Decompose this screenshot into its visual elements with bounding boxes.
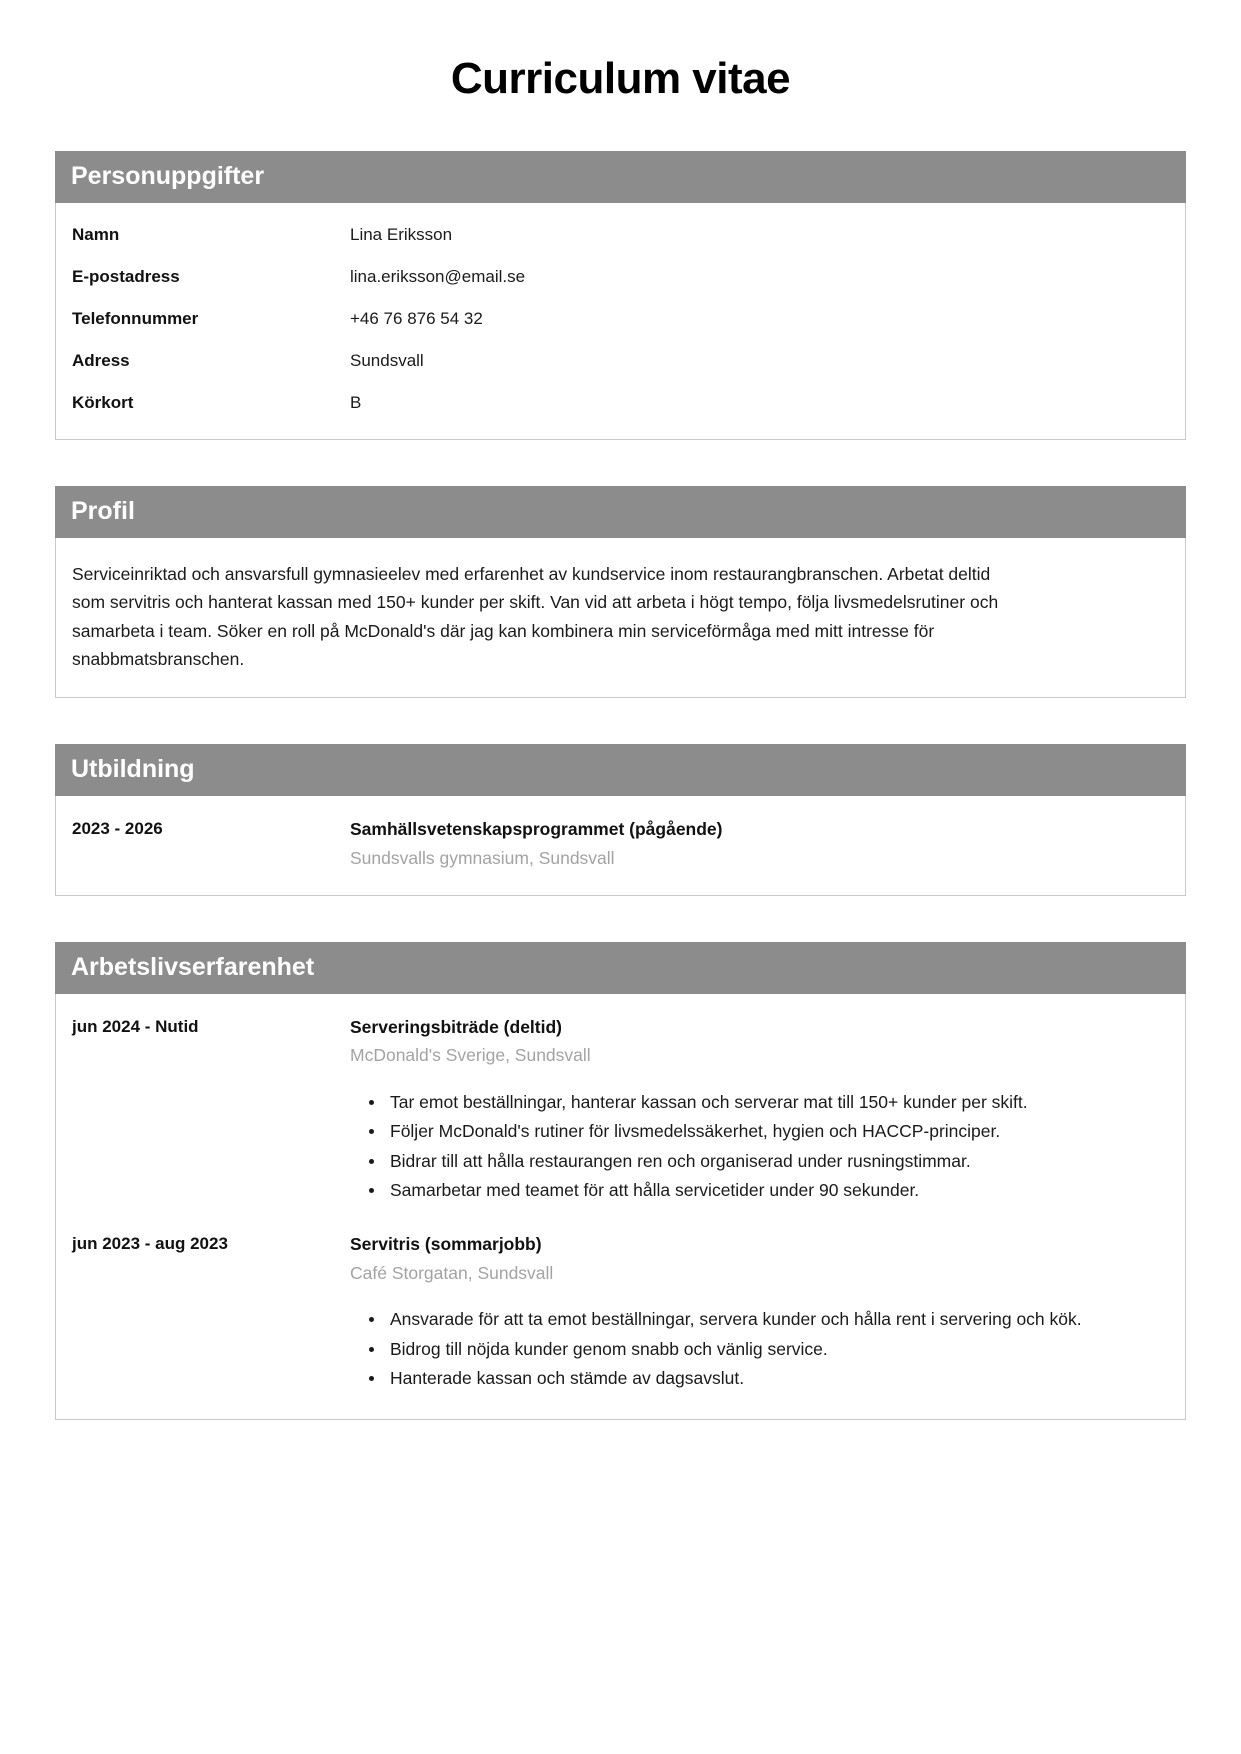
personal-detail-value: Lina Eriksson	[350, 225, 453, 245]
entry-period: 2023 - 2026	[72, 819, 163, 839]
entry-detail	[350, 1016, 1169, 1207]
section-profile	[55, 486, 1186, 698]
experience-entry-list	[72, 1016, 1169, 1395]
entry-bullet: • Bidrog till nöjda kunder genom snabb och vänlig service.	[386, 1336, 1169, 1364]
personal-detail-value: Sundsvall	[350, 351, 424, 371]
section-personal-details	[55, 151, 1186, 440]
profile-text: Serviceinriktad och ansvarsfull gymnasieelev med erfarenhet av kundservice inom restaurangbranschen. Arbetat deltid som servitris och hanterat kassan med 150+ kunder per skift. Van vid att arbeta i högt tempo, följa livsmedelsrutiner och samarbeta i team. Söker en roll på McDonald's där jag kan kombinera min serviceförmåga med mitt intresse för snabbmatsbranschen.	[72, 563, 999, 669]
entry-bullet: • Följer McDonald's rutiner för livsmedelssäkerhet, hygien och HACCP-principer.	[386, 1118, 1169, 1146]
entry-title: Serveringsbiträde (deltid)	[350, 1016, 562, 1037]
personal-detail-label: Namn	[72, 225, 120, 245]
entry-bullet-list	[350, 1306, 1169, 1393]
experience-body	[55, 994, 1186, 1420]
profile-body	[55, 538, 1186, 698]
section-education	[55, 744, 1186, 896]
personal-detail-row	[72, 393, 1169, 413]
personal-detail-value: lina.eriksson@email.se	[350, 267, 526, 287]
entry-period: jun 2024 - Nutid	[72, 1016, 199, 1036]
personal-detail-label: Adress	[72, 351, 130, 371]
entry-organisation: McDonald's Sverige, Sundsvall	[350, 1045, 591, 1066]
entry-bullet: • Tar emot beställningar, hanterar kassan och serverar mat till 150+ kunder per skift.	[386, 1089, 1169, 1117]
cv-entry	[72, 818, 1169, 871]
personal-details-body	[55, 203, 1186, 440]
personal-detail-row	[72, 225, 1169, 245]
entry-detail	[350, 818, 1169, 871]
personal-detail-label: E-postadress	[72, 267, 180, 287]
personal-detail-row	[72, 267, 1169, 287]
entry-detail	[350, 1233, 1169, 1395]
entry-organisation: Sundsvalls gymnasium, Sundsvall	[350, 847, 615, 868]
section-heading-profile: Profil	[55, 486, 1186, 538]
entry-bullet: • Bidrar till att hålla restaurangen ren och organiserad under rusningstimmar.	[386, 1148, 1169, 1176]
entry-period: jun 2023 - aug 2023	[72, 1234, 228, 1254]
education-body	[55, 796, 1186, 896]
cv-entry	[72, 1233, 1169, 1395]
entry-organisation: Café Storgatan, Sundsvall	[350, 1262, 554, 1283]
education-entry-list	[72, 818, 1169, 871]
cv-entry	[72, 1016, 1169, 1207]
personal-detail-value: +46 76 876 54 32	[350, 309, 483, 329]
section-heading-personal-details: Personuppgifter	[55, 151, 1186, 203]
entry-bullet: • Samarbetar med teamet för att hålla servicetider under 90 sekunder.	[386, 1177, 1169, 1205]
personal-detail-label: Telefonnummer	[72, 309, 199, 329]
cv-sections	[0, 151, 1241, 1419]
section-heading-education: Utbildning	[55, 744, 1186, 796]
entry-bullet-list	[350, 1089, 1169, 1206]
personal-detail-label: Körkort	[72, 393, 134, 413]
entry-bullet: • Ansvarade för att ta emot beställningar, servera kunder och hålla rent i servering och kök.	[386, 1306, 1169, 1334]
entry-title: Servitris (sommarjobb)	[350, 1234, 542, 1255]
page-title: Curriculum vitae	[450, 54, 791, 103]
personal-detail-row	[72, 351, 1169, 371]
section-experience	[55, 942, 1186, 1420]
entry-bullet: • Hanterade kassan och stämde av dagsavslut.	[386, 1365, 1169, 1393]
entry-title: Samhällsvetenskapsprogrammet (pågående)	[350, 819, 723, 840]
personal-details-list	[72, 225, 1169, 413]
personal-detail-row	[72, 309, 1169, 329]
section-heading-experience: Arbetslivserfarenhet	[55, 942, 1186, 994]
personal-detail-value: B	[350, 393, 362, 413]
